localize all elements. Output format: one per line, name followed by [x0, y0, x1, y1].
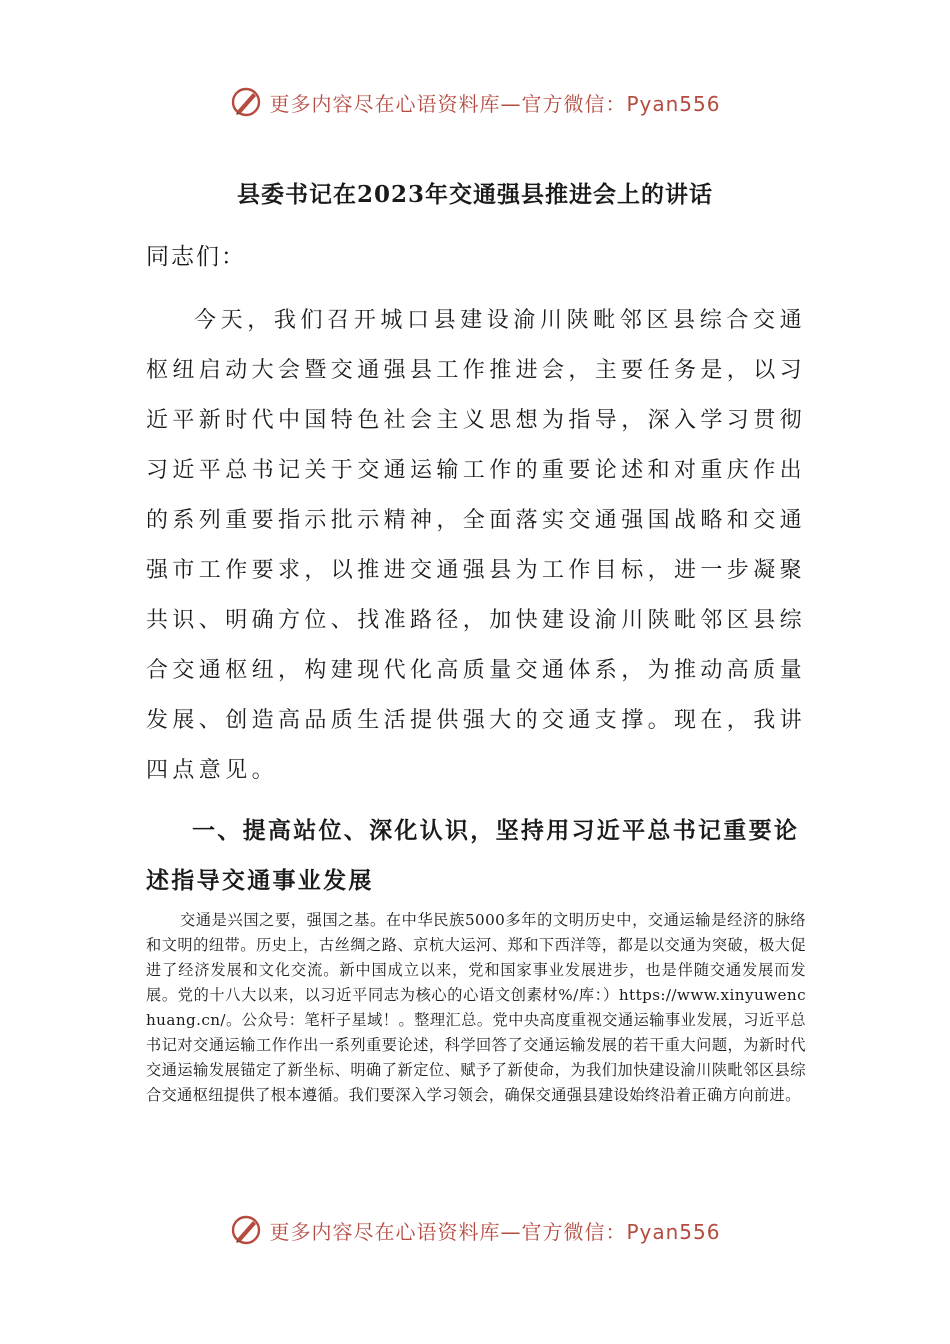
top-watermark-banner [0, 80, 950, 124]
watermark-text: 更多内容尽在心语资料库—官方微信：Pyan556 [269, 91, 721, 116]
bottom-watermark-banner [0, 1208, 950, 1252]
pen-circle-logo-icon [229, 1213, 263, 1247]
document-title: 县委书记在2023年交通强县推进会上的讲话 [236, 181, 713, 208]
watermark-text: 更多内容尽在心语资料库—官方微信：Pyan556 [269, 1219, 721, 1244]
section-heading: 一、提高站位、深化认识，坚持用习近平总书记重要论述指导交通事业发展 [146, 817, 800, 894]
section-paragraph: 交通是兴国之要，强国之基。在中华民族5000多年的文明历史中，交通运输是经济的脉络和文明的纽带。历史上，古丝绸之路、京杭大运河、郑和下西洋等，都是以交通为突破，极大促进了经济发展和文化交流。新中国成立以来，党和国家事业发展进步，也是伴随交通发展而发展。党的十八大以来，以习近平同志为核心的心语文创素材%/库：）https://www.xinyuwenchuang.cn/。公众号：笔杆子星域！。整理汇总。党中央高度重视交通运输事业发展，习近平总书记对交通运输工作作出一系列重要论述，科学回答了交通运输发展的若干重大问题，为新时代交通运输发展锚定了新坐标、明确了新定位、赋予了新使命，为我们加快建设渝川陕毗邻区县综合交通枢纽提供了根本遵循。我们要深入学习领会，确保交通强县建设始终沿着正确方向前进。 [146, 911, 806, 1104]
pen-circle-logo-icon [229, 85, 263, 119]
salutation: 同志们： [146, 244, 246, 270]
intro-paragraph: 今天，我们召开城口县建设渝川陕毗邻区县综合交通枢纽启动大会暨交通强县工作推进会，主要任务是，以习近平新时代中国特色社会主义思想为指导，深入学习贯彻习近平总书记关于交通运输工作的重要论述和对重庆作出的系列重要指示批示精神，全面落实交通强国战略和交通强市工作要求，以推进交通强县为工作目标，进一步凝聚共识、明确方位、找准路径，加快建设渝川陕毗邻区县综合交通枢纽，构建现代化高质量交通体系，为推动高质量发展、创造高品质生活提供强大的交通支撑。现在，我讲四点意见。 [146, 308, 807, 783]
